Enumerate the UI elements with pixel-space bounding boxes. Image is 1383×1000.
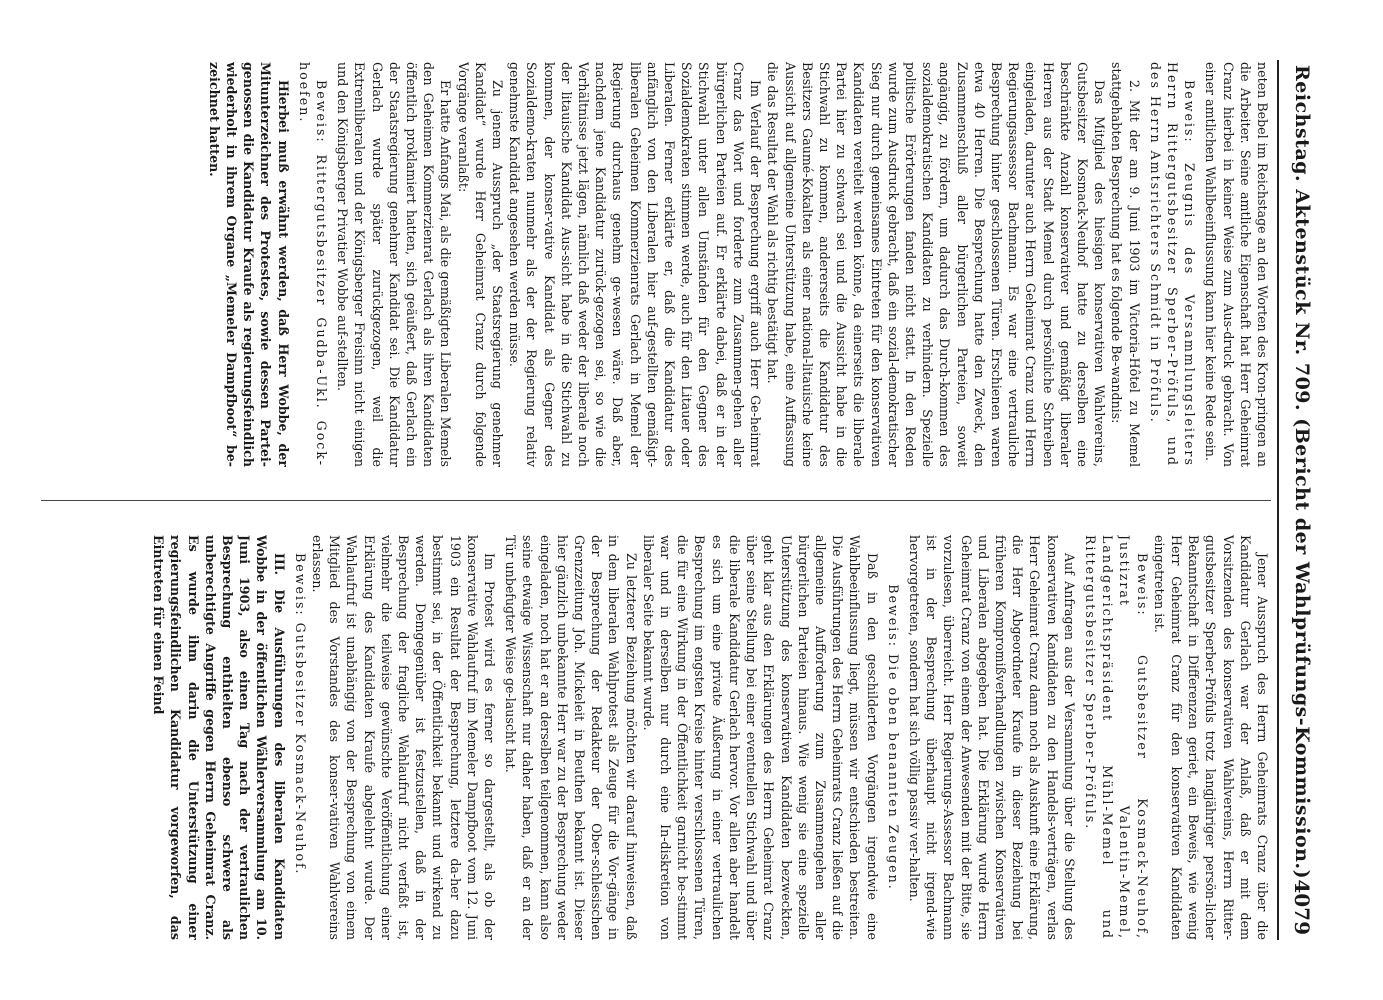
- page-header: [1287, 65, 1317, 935]
- paragraph: Daß in den geschilderten Vorgängen irgendwie eine Wahlbeeinflussung liegt, müssen wir entschieden bestreiten. Die Ausführungen des Herrn Geheimrats Cranz ließen auf die allgemeine Aufforderung zum Zusammengehen aller bürgerlichen Parteien hinaus. Wie wenig sie eine spezielle Unterstützung des konservativen Kandidaten bezweckten, geht klar aus den Erklärungen des Herrn Geheimrat Cranz über seine Stellung bei einer eventuellen Stichwahl und über die liberale Kandidatur Gerlach hervor. Vor allen aber handelt es sich um eine private Äußerung in einer vertraulichen Besprechung im engsten Kreise hinter verschlossenen Türen, die für eine Wirkung in der Öffentlichkeit garnicht be-stimmt war und in derselben nur durch eine In-diskretion von liberaler Seite bekannt wurde.: [640, 535, 880, 940]
- paragraph: neten Bebel im Reichstage an den Worten des Kron-pringen an die Arbeiter. Seine amtliche Eigenschaft hat Herr Geheimrat Cranz hierbei in keiner Weise zum Aus-druck gebracht. Von einer amtlichen Wahlbeeinflussung kann hier keine Rede sein.: [1203, 62, 1270, 467]
- paragraph: Das Mitglied des hiesigen konservativen Wahlvereins, Gutsbesitzer Kosmack-Neuhof hatte zu derselben eine beschränkte Anzahl konservativer und gemäßigt liberaler Herren aus der Stadt Memel durch persönliche Schreiben eingeladen, darunter auch Herrn Geheimrat Cranz und Herrn Regierungsassessor Bachmann. Es war eine vertrauliche Besprechung hinter geschlossenen Türen. Erschienen waren etwa 40 Herren. Die Besprechung hatte den Zweck, den Zusammenschluß aller bürgerlichen Parteien, soweit angängig, zu fördern, um dadurch das Durch-kommen des sozialdemokratischen Kandidaten zu verhindern. Spezielle politische Erörterungen fanden nicht statt. In den Reden wurde zum Ausdruck gebracht, daß ein sozial-demokratischer Sieg nur durch gemeinsames Eintreten für den konservativen Kandidaten vereitelt werden könne, da einerseits die liberale Partei hier zu schwach sei und die Aussicht habe in die Stichwahl zu kommen, andererseits die Kandidatur des Besitzers Gaumé-Kokalten als einer national-litauische keine Aussicht auf allgemeine Unterstützung habe, eine Auffassung die das Resultat der Wahl als richtig bestätigt hat.: [765, 62, 1108, 467]
- paragraph: Im Verlauf der Besprechung ergriff auch Herr Ge-heimrat Cranz das Wort und forderte zum Zusammen-gehen aller bürgerlichen Parteien auf. Er erklärte dabei, daß er in der Stichwahl unter allen Umständen für den Gegner des Sozialdemokraten stimmen werde, auch für den Litauer oder Liberalen. Ferner erklärte er, daß die Kandidatur des anfänglich von den Liberalen hier auf-gestellten gemäßigt-liberalen Geheimen Kommerzienrats Gerlach in Memel der Regierung durchaus genehm ge-wesen wäre. Daß aber, nachdem jene Kandidatur zurück-gezogen sei, so wie die Verhältnisse jetzt lägen, nämlich daß weder der liberale noch der litauische Kandidat Aus-sicht habe in die Stichwahl zu kommen, der konser-vative Kandidat als Gegner des Sozialdemo-kraten nunmehr als der der Regierung relativ genehmste Kandidat angesehen werden müsse.: [507, 62, 764, 467]
- evidence-note: Beweis: Die oben benannten Zeugen.: [885, 584, 901, 891]
- paragraph: Auf Anfragen aus der Versammlung über die Stellung des konservativen Kandidaten zu den Handels-verträgen, verlas Herr Geheimrat Cranz dann noch als Auskunft eine Erklärung, die Herr Abgeordneter Kraufe in dieser Beziehung bei früheren Kompromißverhandlungen zwischen Konservativen und Liberalen abgegeben hat. Die Erklärung wurde Herrn Geheimrat Cranz von einem der Anwesenden mit der Bitte, sie vorzulesen, überreicht. Herr Regierungs-Assessor Bachmann ist in der Besprechung überhaupt nicht irgend-wie hervorgetreten, sondern hat sich völlig passiv ver-halten.: [906, 535, 1077, 940]
- evidence-note: Beweis: Rittergutsbesitzer Gudba-Ukl. Gock-hoefen.: [296, 62, 330, 467]
- left-column: [31, 62, 1271, 467]
- paragraph: 2. Mit der am 9. Juni 1903 im Victoria-Hôtel zu Memel stattgehabten Besprechung hat es folgende Be-wandnis:: [1109, 62, 1142, 467]
- paragraph: Zu letzterer Beziehung möchten wir darauf hinweisen, daß in dem liberalen Wahlprotest als Zeuge für die Vor-gänge in der Besprechung der Redakteur der Ober-schlesischen Grenzzeitung Joh. Mickeleit in Beuthen bekannt ist. Dieser hier gänzlich unbekannte Herr war zu der Besprechung weder eingeladen, noch hat er an derselben teilgenommen, kann also seine etwaige Wissenschaft nur daher haben, daß er an der Tür unbefugter Weise ge-lauscht hat.: [503, 535, 639, 940]
- paragraph: Jener Ausspruch des Herrn Geheimrats Cranz über die Kandidatur Gerlach war der Anlaß, daß er mit dem Vorsitzenden des konservativen Wahlvereins, Herrn Ritter-gutsbesitzer Sperber-Pröfuls trotz langjähriger persön-licher Bekanntschaft in Differenzen geriet, ein Beweis, wie wenig Herr Geheimrat Cranz für den konservativen Kandidaten eingetreten ist.: [1151, 535, 1270, 940]
- evidence-note: Beweis: Zeugnis des Versammlungsleiters Herrn Rittergutsbesitzer Sperber-Pröfuls, und des Herrn Amtsrichters Schmidt in Pröfuls.: [1147, 62, 1198, 467]
- paragraph: Zu jenem Ausspruch „der Staatsregierung genehmer Kandidat“ wurde Herr Geheimrat Cranz durch folgende Vorgänge veranlaßt:: [455, 62, 506, 467]
- running-title: Reichstag. Aktenstück Nr. 709. (Bericht der Wahlprüfungs-Kommission.): [1291, 65, 1313, 880]
- column-divider: [41, 500, 1271, 501]
- paragraph: III. Die Ausführungen des liberalen Kandidaten Wobbe in der öffentlichen Wählerversammlung am 10. Juni 1903, also einen Tag nach der vertraulichen Besprechung enthielten ebenso schwere als unberechtigte Angriffe gegen Herrn Geheimrat Cranz. Es wurde ihm darin die Unterstützung einer regierungsfeindlichen Kandidatur vorgeworfen, das Eintreten für einen Feind: [151, 535, 287, 940]
- evidence-note: Beweis: Gutsbesitzer Kosmack-Neuhof.: [292, 553, 308, 876]
- header-rule: [1277, 60, 1279, 940]
- evidence-note: Beweis: Gutsbesitzer Kosmack-Neuhof, Justizrat Valentin-Memel, Landgerichtspräsident Mühl-Memel und Rittergutsbesitzer Sperber-Pröfuls.: [1082, 535, 1150, 940]
- paragraph: Er hatte Anfangs Mai, als die gemäßigten Liberalen Memels den Geheimen Kommerzienrat Gerlach als ihren Kandidaten öffentlich proklamiert hatten, sich geäußert, daß Gerlach ein der Staatsregierung genehmer Kandidat sei. Die Kandidatur Gerlach wurde später zurückgezogen, weil die Extremliberalen und der Königsberger Freisinn nicht einigen und den Königsberger Privatier Wobbe auf-stellten.: [335, 62, 454, 467]
- right-column: [31, 535, 1271, 940]
- page-number: 4079: [1290, 879, 1314, 935]
- paragraph: Hierbei muß erwähnt werden, daß Herr Wobbe, der Mitunterzeichner des Protestes, sowie dessen Partei-genossen die Kandidatur Kraufe als regierungsfeindlich wiederholt in ihrem Organe „Memeler Dampfboot“ be-zeichnet hatten.: [206, 62, 291, 467]
- paragraph: Im Protest wird es ferner so dargestellt, als ob der konservative Wahlaufruf im Memeler Dampfboot vom 12. Juni 1903 ein Resultat der Besprechung, letztere da-her dazu bestimmt sei, in der Öffentlichkeit bekannt und wirkend zu werden. Demgegenüber ist festzustellen, daß in der Besprechung der fragliche Wahlaufruf nicht verfaßt ist, vielmehr die teilweise gewünschte Veröffentlichung einer Erklärung des Kandidaten Kraufe abgelehnt wurde. Der Wahlaufruf ist unabhängig von der Besprechung von einem Mitglied des Vorstandes des konser-vativen Wahlvereins erlassen.: [310, 535, 498, 940]
